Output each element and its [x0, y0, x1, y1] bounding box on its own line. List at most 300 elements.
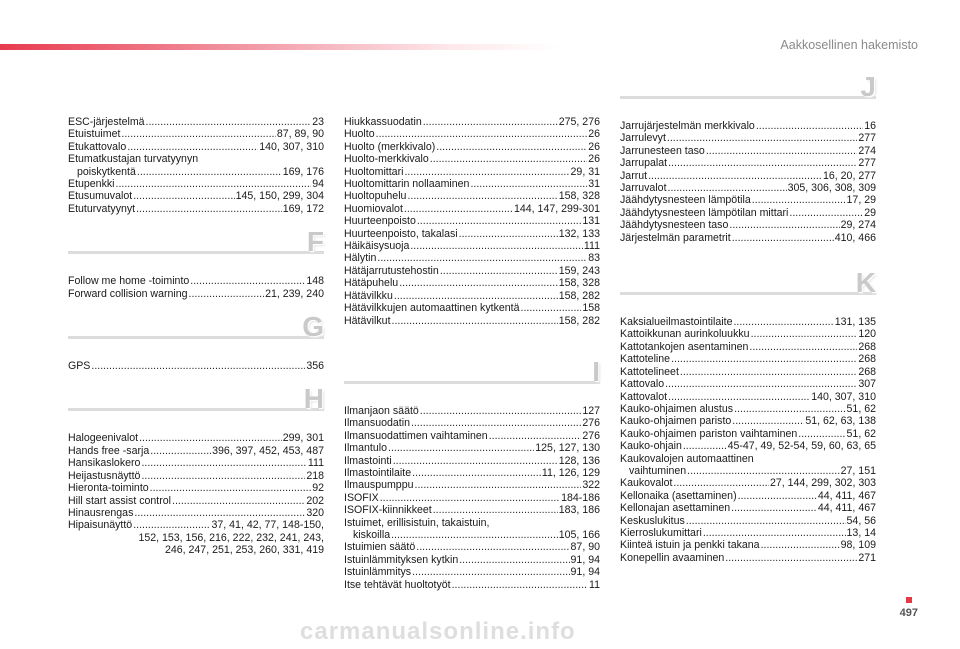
entry-pages: 98, 109: [840, 539, 876, 552]
entry-term: Etupenkki: [68, 178, 115, 191]
leader-dots: [399, 277, 558, 289]
header-accent-bar: [0, 44, 560, 50]
leader-dots: [388, 442, 534, 454]
section-h: [68, 432, 324, 556]
index-entry: [620, 490, 876, 502]
entry-pages: 410, 466: [834, 231, 876, 244]
leader-dots: [423, 116, 558, 128]
letter-heading-f: [68, 226, 324, 265]
index-entry: [344, 166, 600, 178]
leader-dots: [190, 275, 305, 287]
index-entry: [620, 502, 876, 514]
entry-pages: 23: [312, 116, 324, 128]
leader-dots: [751, 328, 858, 340]
index-entry: [344, 430, 600, 442]
section-letter: H: [303, 383, 324, 415]
index-entry: [344, 455, 600, 467]
entry-pages: 111: [583, 240, 600, 253]
entry-pages: 268: [858, 340, 876, 353]
index-entry: [344, 405, 600, 417]
entry-term: Häikäisysuoja: [344, 240, 410, 253]
index-entry: [344, 579, 600, 591]
leader-dots: [752, 194, 846, 206]
entry-term: Kattoikkunan aurinkoluukku: [620, 328, 750, 341]
entry-term: Hätäpuhelu: [344, 277, 399, 290]
leader-dots: [116, 178, 312, 190]
leader-dots: [452, 579, 588, 591]
leader-dots: [133, 519, 210, 531]
entry-pages: 92: [312, 482, 324, 495]
index-entry: [68, 153, 324, 178]
entry-pages: 29, 31: [570, 165, 600, 178]
entry-term: Kellonaika (asettaminen): [620, 489, 737, 502]
index-entry: [68, 432, 324, 444]
entry-term: Istuinlämmityksen kytkin: [344, 553, 459, 566]
leader-dots: [761, 539, 840, 551]
entry-term-continued: vaihtuminen: [629, 464, 687, 477]
entry-term: Kaukovalot: [620, 477, 673, 490]
entry-pages: 276: [582, 417, 600, 430]
leader-dots: [146, 116, 312, 128]
index-entry: [620, 415, 876, 427]
entry-term: Hälytin: [344, 252, 377, 265]
section-letter: I: [592, 355, 600, 387]
entry-pages: 51, 62, 63, 138: [805, 415, 876, 428]
entry-term: Jarrut: [620, 169, 648, 182]
index-entry: [620, 453, 876, 478]
leader-dots: [139, 432, 282, 444]
entry-pages: 275, 276: [558, 116, 600, 128]
leader-dots: [731, 502, 817, 514]
entry-term: Etuturvatyynyt: [68, 202, 136, 215]
entry-pages: 45-47, 49, 52-54, 59, 60, 63, 65: [727, 440, 876, 453]
entry-pages: 268: [858, 365, 876, 378]
leader-dots: [430, 153, 587, 165]
entry-term: Huoltomittarin nollaaminen: [344, 178, 470, 191]
section-letter: F: [306, 226, 324, 258]
entry-pages: 51, 62: [846, 427, 876, 440]
leader-dots: [749, 341, 857, 353]
entry-pages: 131, 135: [834, 316, 876, 329]
entry-pages: 131: [582, 215, 600, 228]
leader-dots: [648, 170, 822, 182]
leader-dots: [391, 529, 558, 541]
entry-term: Kattotankojen asentaminen: [620, 340, 749, 353]
index-entry: [344, 492, 600, 504]
entry-pages: 11, 126, 129: [541, 466, 600, 479]
entry-term: Ilmauspumppu: [344, 479, 414, 492]
entry-pages: 307: [858, 378, 876, 391]
entry-term: Istuinlämmitys: [344, 566, 412, 579]
index-entry: [620, 539, 876, 551]
entry-pages: 202: [306, 494, 324, 507]
leader-dots: [91, 360, 305, 372]
entry-term: Kiinteä istuin ja penkki takana: [620, 539, 760, 552]
leader-dots: [377, 252, 587, 264]
index-entry: [620, 366, 876, 378]
leader-dots: [734, 403, 845, 415]
entry-term: Heijastusnäyttö: [68, 469, 141, 482]
index-entry: [344, 566, 600, 578]
leader-dots: [420, 405, 582, 417]
entry-term: Järjestelmän parametrit: [620, 231, 731, 244]
entry-pages: 127: [582, 404, 600, 417]
entry-term: Kauko-ohjaimen paristo: [620, 415, 732, 428]
entry-term: Jarrujärjestelmän merkkivalo: [620, 120, 755, 132]
entry-term: Kauko-ohjaimen alustus: [620, 402, 734, 415]
page-header-title: Aakkosellinen hakemisto: [780, 38, 918, 52]
leader-dots: [127, 141, 258, 153]
leader-dots: [703, 527, 846, 539]
entry-term: Kaksialueilmastointilaite: [620, 316, 733, 329]
index-entry: [344, 178, 600, 190]
section-j: [620, 120, 876, 244]
entry-pages: 91, 94: [570, 553, 600, 566]
entry-term: Kattovalot: [620, 390, 668, 403]
page-marker: [906, 597, 912, 603]
leader-dots: [380, 492, 560, 504]
leader-dots: [433, 504, 558, 516]
index-entry: [68, 203, 324, 215]
entry-pages: 158, 328: [558, 190, 600, 203]
entry-pages: 184-186: [561, 491, 600, 504]
entry-pages: 37, 41, 42, 77, 148-150,: [211, 519, 324, 532]
entry-pages: 158, 282: [558, 289, 600, 302]
index-entry: [344, 417, 600, 429]
entry-pages: 169, 176: [282, 165, 324, 178]
index-entry: [68, 288, 324, 300]
leader-dots: [436, 141, 587, 153]
section-divider: [344, 381, 600, 384]
leader-dots: [137, 166, 282, 178]
index-entry: [620, 428, 876, 440]
section-letter: J: [860, 71, 876, 102]
index-entry: [620, 194, 876, 206]
leader-dots: [392, 315, 558, 327]
entry-pages: 125, 127, 130: [535, 442, 600, 455]
index-entry: [344, 203, 600, 215]
watermark-text: carmanualsonline.info: [300, 618, 576, 645]
entry-term: Etuistuimet: [68, 128, 121, 141]
entry-term: Huurteenpoisto, takalasi: [344, 227, 458, 240]
entry-term: Itse tehtävät huoltotyöt: [344, 578, 451, 591]
letter-heading-g: [68, 311, 324, 350]
entry-term: Hipaisunäyttö: [68, 519, 133, 532]
entry-term: Hätävilkkujen automaattinen kytkentä: [344, 302, 520, 315]
leader-dots: [407, 190, 557, 202]
entry-term: Jäähdytysnesteen lämpötilan mittari: [620, 206, 789, 219]
leader-dots: [150, 445, 211, 457]
leader-dots: [738, 490, 817, 502]
entry-term: Jarruvalot: [620, 182, 667, 195]
section-divider: [68, 251, 324, 254]
entry-pages: 299, 301: [282, 432, 324, 445]
index-column-2: [344, 116, 600, 591]
entry-term: Hill start assist control: [68, 494, 172, 507]
entry-pages: 145, 150, 299, 304: [235, 190, 324, 203]
index-entry: [344, 479, 600, 491]
entry-pages: 16, 20, 277: [822, 169, 876, 182]
entry-pages: 277: [858, 157, 876, 170]
index-entry: [344, 467, 600, 479]
entry-term: Istuimien säätö: [344, 541, 416, 554]
entry-term: Jäähdytysnesteen taso: [620, 219, 729, 232]
section-divider: [68, 336, 324, 339]
entry-pages: 16: [864, 120, 876, 132]
index-entry: [620, 477, 876, 489]
entry-pages: 54, 56: [846, 514, 876, 527]
index-entry: [344, 277, 600, 289]
entry-term: Hieronta-toiminto: [68, 482, 149, 495]
entry-term: Etumatkustajan turvatyynyn: [68, 153, 199, 166]
entry-pages: 276: [582, 429, 600, 442]
entry-pages: 27, 151: [840, 464, 876, 477]
letter-heading-j: [620, 71, 876, 110]
index-entry: [620, 552, 876, 564]
index-entry: [68, 457, 324, 469]
index-entry: [344, 252, 600, 264]
entry-term: Kattoteline: [620, 353, 671, 366]
entry-pages: 44, 411, 467: [817, 502, 876, 515]
leader-dots: [667, 132, 857, 144]
entry-term: ISOFIX-kiinnikkeet: [344, 504, 432, 517]
entry-term-continued: poiskytkentä: [77, 165, 136, 178]
leader-dots: [665, 378, 857, 390]
index-entry: [68, 507, 324, 519]
leader-dots: [412, 467, 541, 479]
index-entry: [68, 141, 324, 153]
letter-heading-k: [620, 267, 876, 306]
leader-dots: [673, 477, 769, 489]
entry-pages: 158: [582, 302, 600, 315]
entry-term: Hätävilkut: [344, 314, 391, 327]
entry-pages-continued: 152, 153, 156, 216, 222, 232, 241, 243,: [138, 531, 324, 544]
leader-dots: [671, 353, 857, 365]
leader-dots: [668, 182, 787, 194]
leader-dots: [141, 457, 306, 469]
leader-dots: [687, 465, 840, 477]
index-entry: [344, 517, 600, 542]
leader-dots: [668, 391, 810, 403]
leader-dots: [489, 430, 582, 442]
index-entry: [344, 153, 600, 165]
index-entry: [68, 519, 324, 556]
entry-term: Kierroslukumittari: [620, 526, 702, 539]
entry-pages: 94: [312, 178, 324, 191]
leader-dots: [668, 157, 857, 169]
entry-pages: 44, 411, 467: [817, 489, 876, 502]
leader-dots: [404, 166, 569, 178]
entry-pages: 91, 94: [570, 566, 600, 579]
entry-pages-continued: 246, 247, 251, 253, 260, 331, 419: [164, 544, 324, 557]
entry-term: Jarrulevyt: [620, 132, 666, 145]
entry-term: Jäähdytysnesteen lämpötila: [620, 194, 751, 207]
entry-pages: 144, 147, 299-301: [513, 202, 600, 215]
leader-dots: [686, 515, 846, 527]
entry-pages: 87, 89, 90: [276, 128, 324, 141]
section-divider: [68, 408, 324, 411]
leader-dots: [393, 455, 558, 467]
entry-pages: 268: [858, 353, 876, 366]
leader-dots: [789, 207, 863, 219]
index-entry: [620, 170, 876, 182]
entry-pages: 21, 239, 240: [265, 287, 324, 300]
entry-term: Hätäjarrutustehostin: [344, 264, 439, 277]
entry-term: Huoltopuhelu: [344, 190, 407, 203]
leader-dots: [729, 219, 839, 231]
entry-term: Ilmantulo: [344, 442, 387, 455]
section-f: [68, 275, 324, 300]
entry-pages: 87, 90: [570, 541, 600, 554]
leader-dots: [133, 190, 234, 202]
index-entry: [620, 403, 876, 415]
entry-term: Huurteenpoisto: [344, 215, 416, 228]
section-g: [68, 360, 324, 372]
entry-pages: 26: [588, 140, 600, 153]
section-letter: G: [302, 311, 324, 343]
index-entry: [344, 116, 600, 128]
entry-term: Hansikaslokero: [68, 457, 141, 470]
entry-term: Jarrupalat: [620, 157, 668, 170]
entry-pages: 26: [588, 153, 600, 166]
entry-term: Kaukovalojen automaattinen: [620, 452, 754, 465]
letter-heading-i: [344, 355, 600, 395]
leader-dots: [121, 128, 275, 140]
entry-term: Ilmansuodatin: [344, 417, 410, 430]
entry-term: GPS: [68, 360, 91, 373]
index-entry: [68, 116, 324, 128]
entry-term: Kauko-ohjaimen pariston vaihtaminen: [620, 427, 798, 440]
leader-dots: [733, 316, 833, 328]
section-divider: [620, 292, 876, 295]
leader-dots: [459, 228, 558, 240]
index-entry: [68, 190, 324, 202]
entry-pages: 320: [306, 506, 324, 519]
entry-pages: 218: [306, 469, 324, 482]
section-divider: [620, 96, 876, 99]
index-entry: [68, 128, 324, 140]
entry-pages: 11: [589, 578, 600, 591]
section-letter: K: [855, 267, 876, 299]
entry-pages: 17, 29: [846, 194, 876, 207]
leader-dots: [136, 203, 282, 215]
index-entry: [344, 215, 600, 227]
entry-pages: 148: [306, 275, 324, 288]
section-e: [68, 116, 324, 215]
leader-dots: [706, 145, 858, 157]
leader-dots: [440, 265, 558, 277]
entry-term: ESC-järjestelmä: [68, 116, 145, 128]
entry-term: Huomiovalot: [344, 202, 403, 215]
entry-term: Huolto-merkkivalo: [344, 153, 429, 166]
leader-dots: [416, 541, 569, 553]
index-entry: [620, 219, 876, 231]
entry-pages: 13, 14: [846, 526, 876, 539]
section-h-continued: [344, 116, 600, 327]
index-entry: [620, 157, 876, 169]
entry-term-continued: kiskoilla: [353, 528, 391, 541]
index-entry: [344, 141, 600, 153]
section-i: [344, 405, 600, 591]
entry-pages: 169, 172: [282, 202, 324, 215]
entry-pages: 140, 307, 310: [811, 390, 876, 403]
leader-dots: [725, 552, 857, 564]
index-entry: [620, 341, 876, 353]
leader-dots: [732, 415, 804, 427]
entry-term: Konepellin avaaminen: [620, 551, 725, 564]
index-entry: [620, 120, 876, 132]
entry-term: Ilmanjaon säätö: [344, 404, 419, 417]
entry-pages: 29, 274: [840, 219, 876, 232]
section-k: [620, 316, 876, 564]
index-entry: [620, 328, 876, 340]
entry-term: Kauko-ohjain: [620, 440, 682, 453]
entry-term: Huolto: [344, 128, 375, 141]
entry-term: Kattovalo: [620, 378, 665, 391]
entry-pages: 305, 306, 308, 309: [787, 182, 876, 195]
entry-term: Kattotelineet: [620, 365, 679, 378]
entry-pages: 356: [306, 360, 324, 373]
index-entry: [620, 232, 876, 244]
entry-pages: 111: [307, 457, 324, 470]
leader-dots: [189, 288, 265, 300]
entry-term: Ilmansuodattimen vaihtaminen: [344, 429, 488, 442]
index-entry: [68, 470, 324, 482]
entry-term: Etukattovalo: [68, 140, 127, 153]
entry-term: Keskuslukitus: [620, 514, 685, 527]
index-entry: [344, 290, 600, 302]
entry-pages: 159, 243: [558, 264, 600, 277]
leader-dots: [134, 507, 305, 519]
page-number: 497: [899, 607, 918, 619]
index-entry: [344, 442, 600, 454]
entry-term: Forward collision warning: [68, 287, 188, 300]
index-column-3: [620, 71, 876, 564]
entry-term: Hands free -sarja: [68, 444, 150, 457]
entry-pages: 277: [858, 132, 876, 145]
leader-dots: [412, 566, 569, 578]
entry-term: Istuimet, erillisistuin, takaistuin,: [344, 516, 490, 529]
index-entry: [344, 315, 600, 327]
entry-term: Hätävilkku: [344, 289, 393, 302]
entry-pages: 27, 144, 299, 302, 303: [769, 477, 876, 490]
entry-pages: 158, 328: [558, 277, 600, 290]
index-entry: [344, 504, 600, 516]
leader-dots: [459, 554, 569, 566]
leader-dots: [798, 428, 845, 440]
entry-pages: 31: [588, 178, 600, 191]
index-entry: [344, 302, 600, 314]
index-entry: [344, 128, 600, 140]
entry-pages: 183, 186: [558, 504, 600, 517]
leader-dots: [141, 470, 305, 482]
leader-dots: [683, 440, 727, 452]
index-entry: [68, 495, 324, 507]
leader-dots: [411, 417, 581, 429]
entry-term: Hiukkassuodatin: [344, 116, 422, 128]
index-entry: [344, 554, 600, 566]
leader-dots: [732, 232, 834, 244]
leader-dots: [415, 479, 582, 491]
leader-dots: [150, 482, 312, 494]
index-entry: [620, 440, 876, 452]
entry-pages: 120: [858, 328, 876, 341]
leader-dots: [470, 178, 587, 190]
leader-dots: [404, 203, 513, 215]
entry-pages: 132, 133: [558, 227, 600, 240]
leader-dots: [756, 120, 863, 132]
entry-pages: 83: [588, 252, 600, 265]
